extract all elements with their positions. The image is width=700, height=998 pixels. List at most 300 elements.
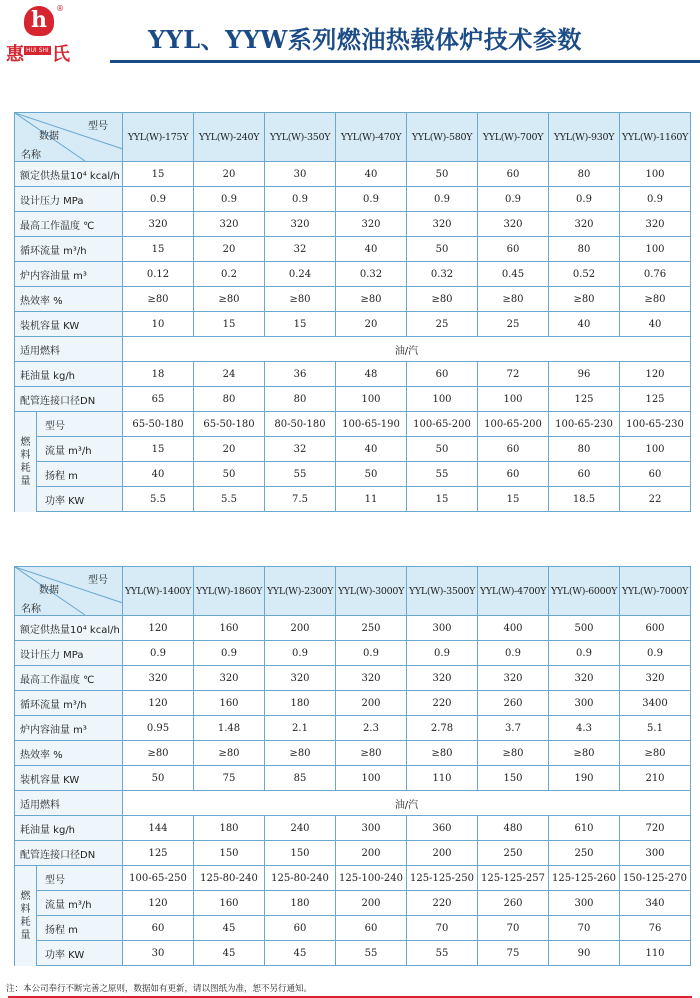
pump-cell: 76 [620, 916, 691, 941]
pump-cell: 32 [265, 437, 336, 462]
table-cell: 50 [407, 162, 478, 187]
table-row [15, 162, 691, 187]
table-cell: 25 [478, 312, 549, 337]
pump-cell: 100-65-230 [549, 412, 620, 437]
row-label: 耗油量 kg/h [15, 362, 123, 387]
logo-mark-icon: h [24, 6, 54, 36]
table-cell: 320 [123, 666, 194, 691]
table-cell: 210 [620, 766, 691, 791]
table-cell: 0.9 [407, 187, 478, 212]
pump-cell: 45 [265, 941, 336, 966]
pump-cell: 180 [265, 891, 336, 916]
model-header: YYL(W)-470Y [336, 113, 407, 162]
table-cell: 0.9 [620, 187, 691, 212]
table-cell: 610 [549, 816, 620, 841]
table-cell: 2.1 [265, 716, 336, 741]
pump-cell: 120 [123, 891, 194, 916]
table-cell: 320 [620, 666, 691, 691]
table-cell: 15 [123, 237, 194, 262]
row-label: 配管连接口径DN [15, 841, 123, 866]
table-cell: 125 [549, 387, 620, 412]
table-row [15, 641, 691, 666]
table-cell: 320 [478, 212, 549, 237]
header-name-label: 名称 [21, 604, 41, 615]
row-label: 最高工作温度 ℃ [15, 212, 123, 237]
table-cell: 220 [407, 691, 478, 716]
table-cell: ≥80 [123, 287, 194, 312]
pump-cell: 110 [620, 941, 691, 966]
table-cell: 25 [407, 312, 478, 337]
pump-cell: 11 [336, 487, 407, 512]
table-row [15, 362, 691, 387]
pump-cell: 40 [336, 437, 407, 462]
pump-cell: 125-80-240 [194, 866, 265, 891]
table-cell: 0.9 [478, 187, 549, 212]
title-divider [110, 60, 700, 63]
pump-cell: 70 [407, 916, 478, 941]
table-cell: 0.9 [620, 641, 691, 666]
row-label: 循环流量 m³/h [15, 691, 123, 716]
pump-cell: 22 [620, 487, 691, 512]
pump-cell: 60 [265, 916, 336, 941]
table-cell: 40 [336, 162, 407, 187]
pump-cell: 45 [194, 941, 265, 966]
table-cell: 320 [336, 212, 407, 237]
row-label: 设计压力 MPa [15, 641, 123, 666]
pump-cell: 100-65-200 [478, 412, 549, 437]
logo-right-char: 氏 [52, 44, 70, 65]
table-cell: 0.9 [123, 187, 194, 212]
spec-table-1 [14, 112, 691, 512]
table-cell: 260 [478, 691, 549, 716]
pump-cell: 60 [123, 916, 194, 941]
table-cell: ≥80 [407, 741, 478, 766]
row-label: 最高工作温度 ℃ [15, 666, 123, 691]
table-cell: 300 [620, 841, 691, 866]
table-row [15, 766, 691, 791]
table-cell: 60 [478, 237, 549, 262]
row-label: 炉内容油量 m³ [15, 262, 123, 287]
table-cell: 250 [549, 841, 620, 866]
header-data-label: 数据 [39, 585, 59, 596]
pump-row [15, 437, 691, 462]
header-type-label: 型号 [88, 575, 108, 586]
table-cell: 3.7 [478, 716, 549, 741]
table-cell: 40 [620, 312, 691, 337]
pump-cell: 340 [620, 891, 691, 916]
table-cell: 0.9 [336, 187, 407, 212]
row-label: 耗油量 kg/h [15, 816, 123, 841]
table-cell: ≥80 [265, 287, 336, 312]
page-title: YYL、YYW系列燃油热载体炉技术参数 [148, 25, 582, 54]
table-cell: 15 [265, 312, 336, 337]
table-cell: 0.24 [265, 262, 336, 287]
table-cell: 24 [194, 362, 265, 387]
pump-row [15, 916, 691, 941]
pump-cell: 125-125-250 [407, 866, 478, 891]
table-row [15, 791, 691, 816]
table-cell: 85 [265, 766, 336, 791]
table-row [15, 691, 691, 716]
pump-label-text: 流量 m³/h [45, 445, 92, 457]
pump-cell: 100-65-230 [620, 412, 691, 437]
table-row [15, 262, 691, 287]
pump-group-label: 燃 料 耗 量 [15, 412, 37, 512]
logo-subtext: HUI SHI [26, 47, 49, 54]
model-header: YYL(W)-930Y [549, 113, 620, 162]
footnote: 注：本公司奉行不断完善之原则，数据如有更新，请以图纸为准，恕不另行通知。 [6, 984, 313, 994]
table-row [15, 741, 691, 766]
row-label: 额定供热量10⁴ kcal/h [15, 616, 123, 641]
table-row [15, 616, 691, 641]
pump-row [15, 412, 691, 437]
pump-cell: 55 [407, 941, 478, 966]
table-cell: 120 [123, 691, 194, 716]
table-cell: 1.48 [194, 716, 265, 741]
model-header: YYL(W)-240Y [194, 113, 265, 162]
model-header: YYL(W)-1160Y [620, 113, 691, 162]
table-cell: 15 [194, 312, 265, 337]
table-cell: 65 [123, 387, 194, 412]
pump-cell: 260 [478, 891, 549, 916]
table-cell: 300 [336, 816, 407, 841]
pump-cell: 55 [407, 462, 478, 487]
table-cell: 720 [620, 816, 691, 841]
table-cell: 0.32 [336, 262, 407, 287]
table-cell: 15 [123, 162, 194, 187]
pump-cell: 15 [478, 487, 549, 512]
pump-cell: 55 [265, 462, 336, 487]
pump-row [15, 941, 691, 966]
header-row [15, 113, 691, 162]
table-cell: 125 [620, 387, 691, 412]
table-cell: 0.9 [549, 641, 620, 666]
table-cell: 0.52 [549, 262, 620, 287]
table-cell: 240 [265, 816, 336, 841]
table-cell: 320 [194, 212, 265, 237]
table-cell: 190 [549, 766, 620, 791]
table-cell: 100 [336, 387, 407, 412]
table-cell: ≥80 [194, 741, 265, 766]
table-cell: 320 [123, 212, 194, 237]
table-cell: 320 [265, 212, 336, 237]
pump-label-text: 扬程 m [45, 470, 78, 482]
pump-cell: 80 [549, 437, 620, 462]
table-cell: 75 [194, 766, 265, 791]
table-cell: 360 [407, 816, 478, 841]
row-label: 装机容量 KW [15, 312, 123, 337]
row-label: 适用燃料 [15, 337, 123, 362]
header-corner [15, 113, 123, 162]
table-cell: 120 [620, 362, 691, 387]
table-row [15, 287, 691, 312]
pump-row [15, 487, 691, 512]
pump-cell: 90 [549, 941, 620, 966]
table-cell: ≥80 [336, 287, 407, 312]
table-cell: 200 [336, 841, 407, 866]
table-cell: 110 [407, 766, 478, 791]
table-cell: 32 [265, 237, 336, 262]
model-header: YYL(W)-580Y [407, 113, 478, 162]
table-cell: ≥80 [478, 287, 549, 312]
table-cell: 320 [265, 666, 336, 691]
model-header: YYL(W)-1400Y [123, 567, 194, 616]
pump-cell: 40 [123, 462, 194, 487]
table-cell: 48 [336, 362, 407, 387]
table-cell: 100 [336, 766, 407, 791]
table-cell: 60 [478, 162, 549, 187]
pump-label-text: 扬程 m [45, 924, 78, 936]
table-cell: 3400 [620, 691, 691, 716]
table-row [15, 387, 691, 412]
table-cell: 0.76 [620, 262, 691, 287]
table-cell: 100 [620, 237, 691, 262]
pump-cell: 20 [194, 437, 265, 462]
table-row [15, 312, 691, 337]
table-cell: 320 [620, 212, 691, 237]
table-cell: 30 [265, 162, 336, 187]
table-cell: 20 [194, 237, 265, 262]
table-cell: ≥80 [620, 741, 691, 766]
table-cell: 5.1 [620, 716, 691, 741]
table-cell: 80 [549, 237, 620, 262]
table-cell: 200 [407, 841, 478, 866]
logo-left-char: 惠 [6, 44, 24, 65]
pump-cell: 100 [620, 437, 691, 462]
table-cell: 120 [123, 616, 194, 641]
table-cell: 20 [336, 312, 407, 337]
pump-label-text: 型号 [45, 420, 65, 432]
table-cell: 300 [549, 691, 620, 716]
table-cell: ≥80 [407, 287, 478, 312]
table-cell: 320 [194, 666, 265, 691]
pump-cell: 60 [336, 916, 407, 941]
pump-cell: 75 [478, 941, 549, 966]
table-cell: 320 [549, 666, 620, 691]
table-cell: 0.9 [265, 641, 336, 666]
table-cell: 320 [407, 666, 478, 691]
table-row [15, 666, 691, 691]
table-cell: 0.9 [478, 641, 549, 666]
table-cell: ≥80 [478, 741, 549, 766]
table-cell: ≥80 [194, 287, 265, 312]
pump-cell: 70 [549, 916, 620, 941]
table-cell: 20 [194, 162, 265, 187]
table-cell: ≥80 [620, 287, 691, 312]
pump-label-text: 功率 KW [45, 949, 85, 961]
table-cell: 180 [265, 691, 336, 716]
model-header: YYL(W)-3500Y [407, 567, 478, 616]
model-header: YYL(W)-6000Y [549, 567, 620, 616]
table-cell: 600 [620, 616, 691, 641]
model-header: YYL(W)-1860Y [194, 567, 265, 616]
pump-cell: 18.5 [549, 487, 620, 512]
model-header: YYL(W)-4700Y [478, 567, 549, 616]
table-cell: 100 [407, 387, 478, 412]
table-cell: 400 [478, 616, 549, 641]
row-label: 循环流量 m³/h [15, 237, 123, 262]
pump-cell: 100-65-250 [123, 866, 194, 891]
table-cell: 2.3 [336, 716, 407, 741]
table-cell: 10 [123, 312, 194, 337]
table-cell: 72 [478, 362, 549, 387]
header-row [15, 567, 691, 616]
pump-cell: 50 [194, 462, 265, 487]
brand-logo [6, 6, 76, 66]
row-label: 炉内容油量 m³ [15, 716, 123, 741]
pump-cell: 300 [549, 891, 620, 916]
registered-mark: ® [56, 4, 64, 13]
table-row [15, 187, 691, 212]
table-cell: 320 [549, 212, 620, 237]
pump-cell: 70 [478, 916, 549, 941]
table-cell: 40 [549, 312, 620, 337]
header-name-label: 名称 [21, 150, 41, 161]
pump-cell: 7.5 [265, 487, 336, 512]
pump-cell: 125-125-257 [478, 866, 549, 891]
table-cell: ≥80 [549, 287, 620, 312]
table-cell: 200 [336, 691, 407, 716]
table-cell: 0.32 [407, 262, 478, 287]
pump-cell: 100-65-190 [336, 412, 407, 437]
pump-label-text: 型号 [45, 874, 65, 886]
table-cell: 0.9 [336, 641, 407, 666]
pump-cell: 45 [194, 916, 265, 941]
table-cell: 0.9 [123, 641, 194, 666]
table-cell: 150 [194, 841, 265, 866]
pump-cell: 60 [478, 437, 549, 462]
pump-label-text: 流量 m³/h [45, 899, 92, 911]
pump-cell: 65-50-180 [194, 412, 265, 437]
table-cell: 200 [265, 616, 336, 641]
table-cell: 0.9 [194, 187, 265, 212]
table-cell: 80 [265, 387, 336, 412]
pump-cell: 65-50-180 [123, 412, 194, 437]
pump-cell: 50 [407, 437, 478, 462]
table-cell: 36 [265, 362, 336, 387]
table-cell: 320 [407, 212, 478, 237]
table-cell: 150 [478, 766, 549, 791]
table-cell: 50 [407, 237, 478, 262]
pump-cell: 125-125-260 [549, 866, 620, 891]
table-cell: 60 [407, 362, 478, 387]
header-corner [15, 567, 123, 616]
table-cell: 150 [265, 841, 336, 866]
page-header [0, 0, 700, 80]
row-label: 装机容量 KW [15, 766, 123, 791]
pump-cell: 50 [336, 462, 407, 487]
table-cell: 0.9 [265, 187, 336, 212]
table-cell: ≥80 [336, 741, 407, 766]
table-cell: 0.45 [478, 262, 549, 287]
table-cell: 0.12 [123, 262, 194, 287]
model-header: YYL(W)-3000Y [336, 567, 407, 616]
pump-row [15, 462, 691, 487]
table-cell: 100 [478, 387, 549, 412]
model-header: YYL(W)-700Y [478, 113, 549, 162]
pump-cell: 100-65-200 [407, 412, 478, 437]
pump-cell: 5.5 [194, 487, 265, 512]
table-cell: 18 [123, 362, 194, 387]
model-header: YYL(W)-175Y [123, 113, 194, 162]
table-cell: 80 [194, 387, 265, 412]
table-cell: 40 [336, 237, 407, 262]
pump-label-text: 功率 KW [45, 495, 85, 507]
fuel-value: 油/汽 [123, 791, 691, 816]
table-row [15, 337, 691, 362]
table-cell: 0.9 [194, 641, 265, 666]
table-row [15, 212, 691, 237]
table-cell: 125 [123, 841, 194, 866]
table-cell: 144 [123, 816, 194, 841]
table-cell: ≥80 [123, 741, 194, 766]
table-cell: ≥80 [549, 741, 620, 766]
pump-cell: 30 [123, 941, 194, 966]
pump-cell: 15 [407, 487, 478, 512]
table-cell: 160 [194, 691, 265, 716]
table-cell: 96 [549, 362, 620, 387]
pump-cell: 125-100-240 [336, 866, 407, 891]
table-cell: 500 [549, 616, 620, 641]
table-cell: 480 [478, 816, 549, 841]
model-header: YYL(W)-7000Y [620, 567, 691, 616]
model-header: YYL(W)-350Y [265, 113, 336, 162]
table-row [15, 237, 691, 262]
row-label: 配管连接口径DN [15, 387, 123, 412]
row-label: 设计压力 MPa [15, 187, 123, 212]
pump-group-label: 燃 料 耗 量 [15, 866, 37, 966]
table-cell: 250 [336, 616, 407, 641]
table-cell: 0.9 [407, 641, 478, 666]
pump-cell: 15 [123, 437, 194, 462]
pump-cell: 160 [194, 891, 265, 916]
table-cell: 4.3 [549, 716, 620, 741]
row-label: 适用燃料 [15, 791, 123, 816]
row-label: 热效率 % [15, 287, 123, 312]
table-cell: 2.78 [407, 716, 478, 741]
pump-cell: 125-80-240 [265, 866, 336, 891]
table-cell: 80 [549, 162, 620, 187]
model-header: YYL(W)-2300Y [265, 567, 336, 616]
table-cell: 320 [336, 666, 407, 691]
table-cell: 100 [620, 162, 691, 187]
table-row [15, 816, 691, 841]
row-label: 额定供热量10⁴ kcal/h [15, 162, 123, 187]
table-row [15, 716, 691, 741]
pump-cell: 60 [478, 462, 549, 487]
spec-table-2 [14, 566, 691, 966]
header-type-label: 型号 [88, 121, 108, 132]
row-label: 热效率 % [15, 741, 123, 766]
table-row [15, 841, 691, 866]
table-cell: 300 [407, 616, 478, 641]
table-cell: 0.9 [549, 187, 620, 212]
pump-cell: 150-125-270 [620, 866, 691, 891]
table-cell: 0.95 [123, 716, 194, 741]
pump-row [15, 866, 691, 891]
pump-cell: 5.5 [123, 487, 194, 512]
pump-cell: 60 [620, 462, 691, 487]
fuel-value: 油/汽 [123, 337, 691, 362]
pump-cell: 55 [336, 941, 407, 966]
table-cell: 50 [123, 766, 194, 791]
pump-row [15, 891, 691, 916]
table-cell: 180 [194, 816, 265, 841]
pump-cell: 200 [336, 891, 407, 916]
pump-cell: 60 [549, 462, 620, 487]
table-cell: 160 [194, 616, 265, 641]
table-cell: 0.2 [194, 262, 265, 287]
